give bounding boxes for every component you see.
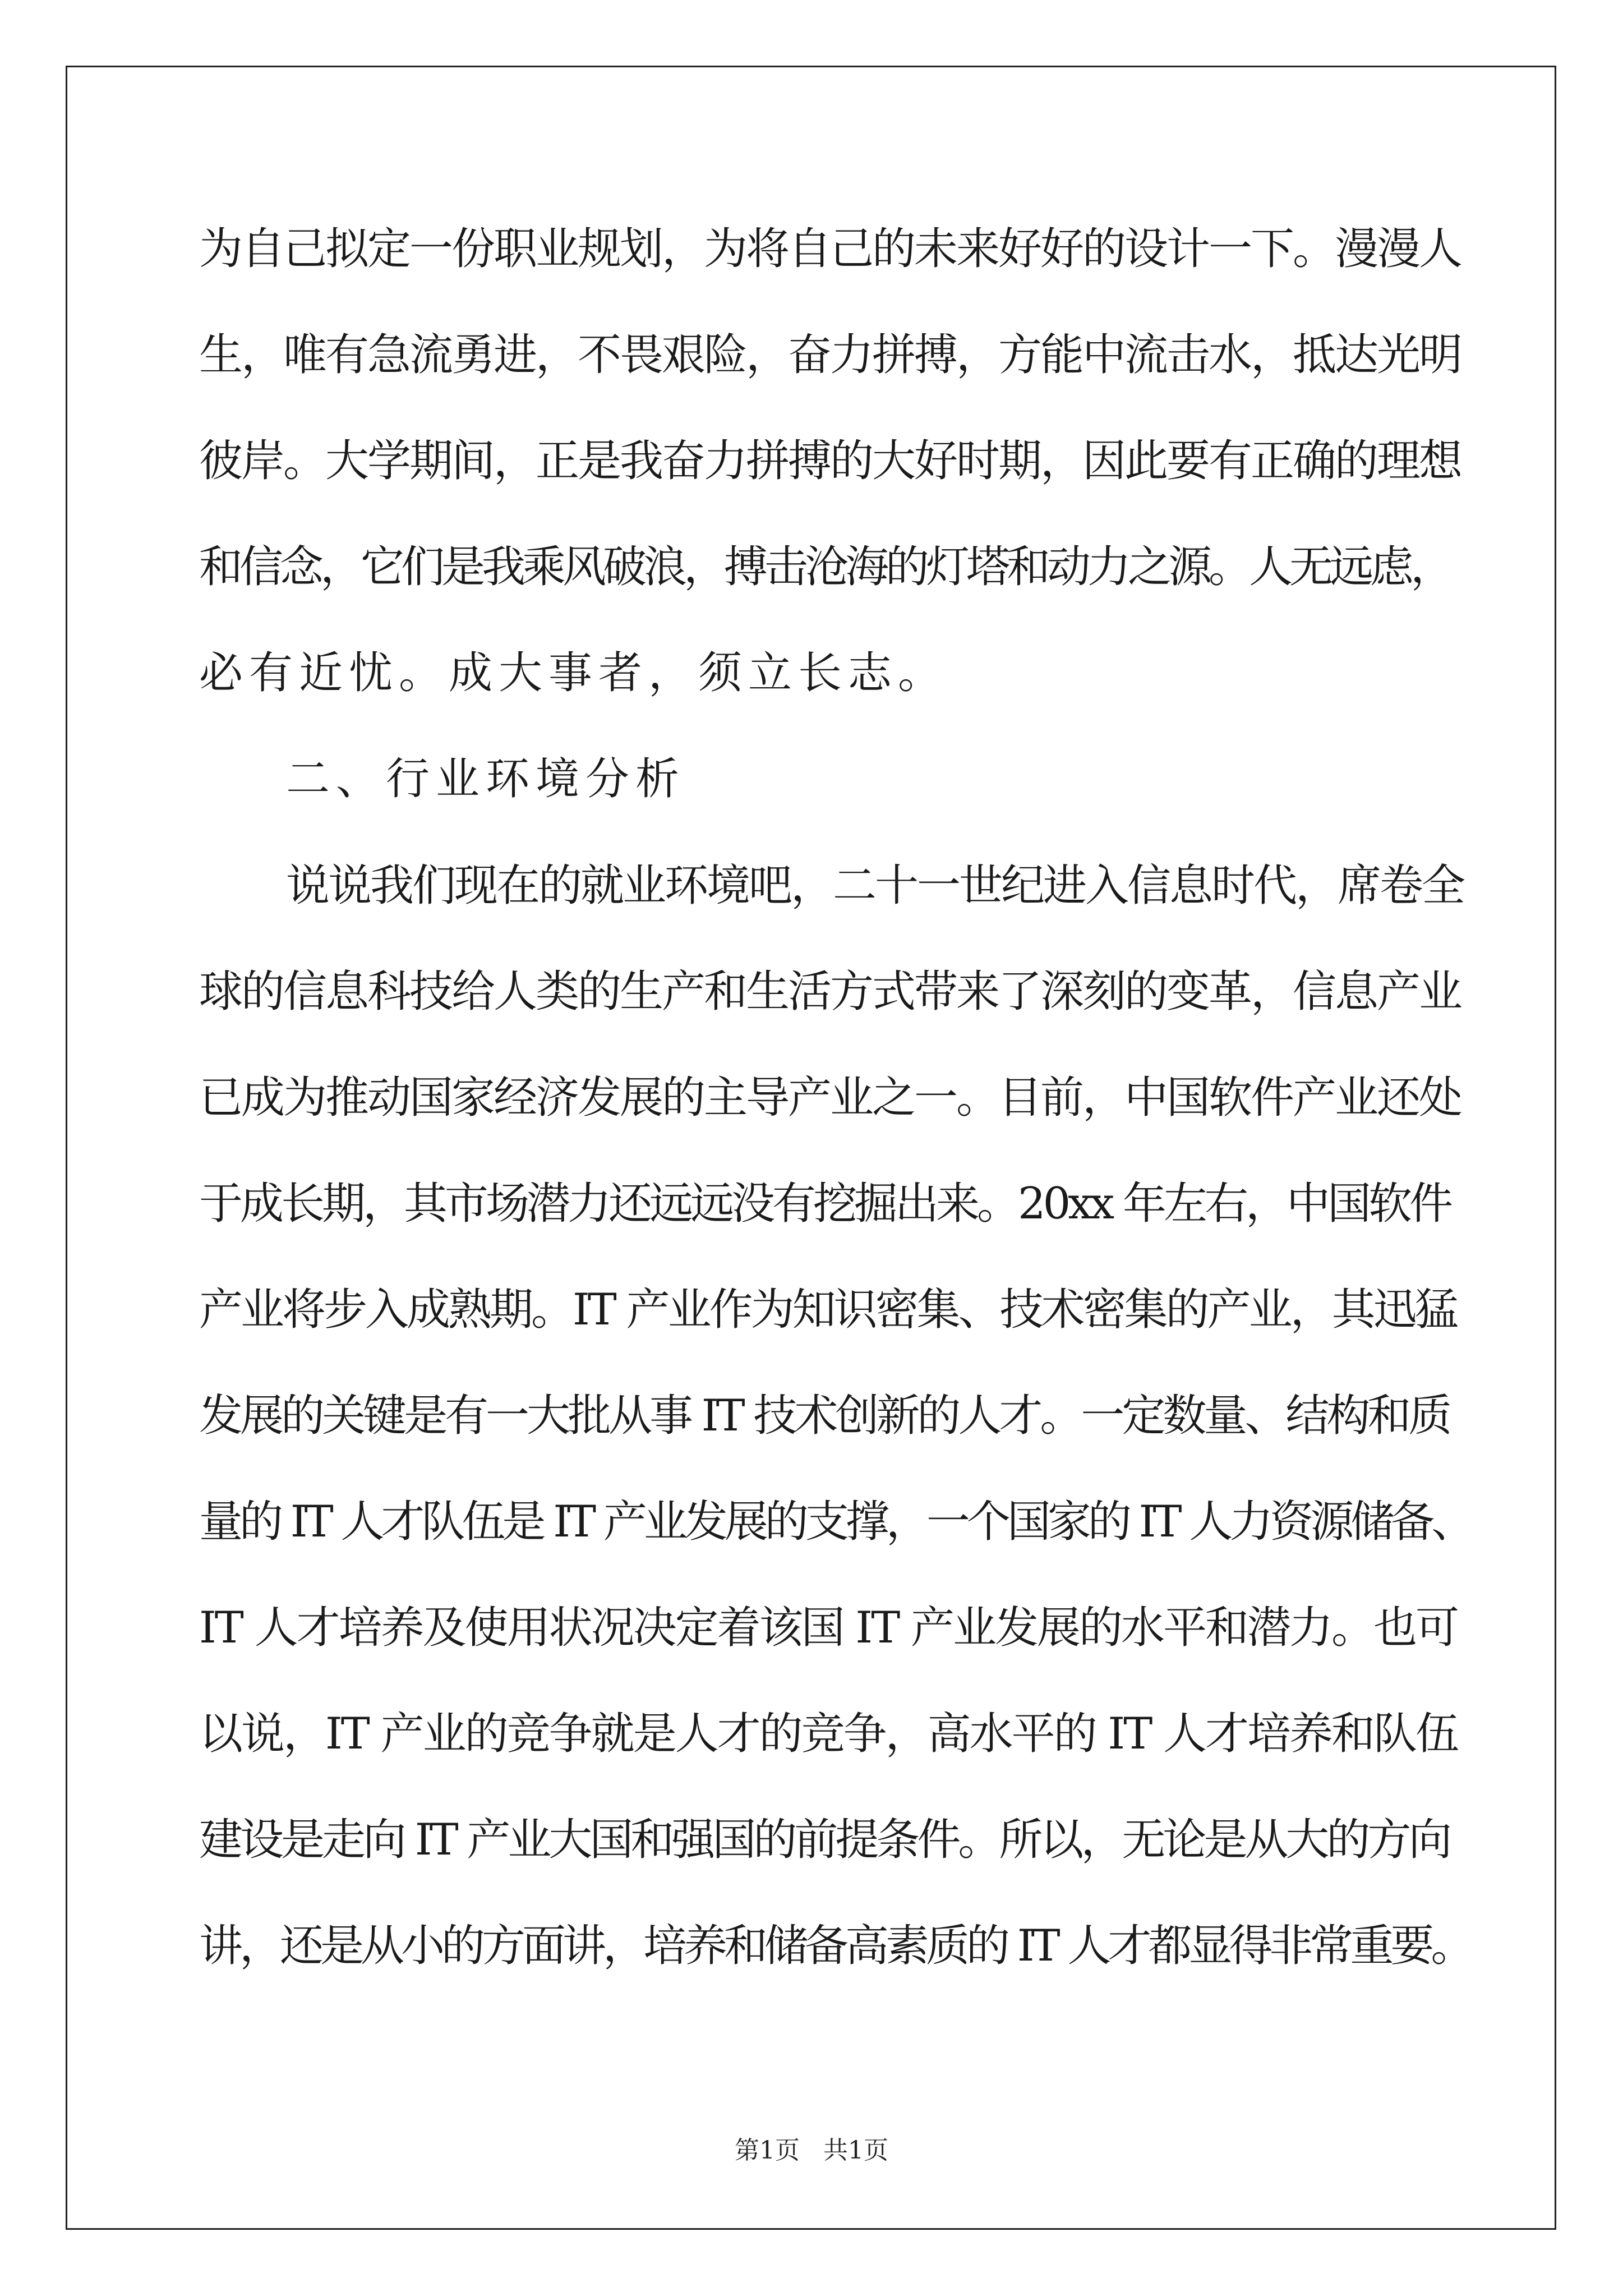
- paragraph-intro-line-2: 生，唯有急流勇进，不畏艰险，奋力拼搏，方能中流击水，抵达光明: [199, 330, 1461, 380]
- paragraph-intro-line-4: 和信念，它们是我乘风破浪，搏击沧海的灯塔和动力之源。人无远虑，: [199, 542, 1451, 592]
- page-footer: 第1页 共1页: [735, 2136, 888, 2165]
- page-border: [66, 66, 1556, 2230]
- paragraph-industry-line-3: 已成为推动国家经济发展的主导产业之一。目前，中国软件产业还处: [199, 1073, 1461, 1123]
- paragraph-intro-line-3: 彼岸。大学期间，正是我奋力拼搏的大好时期，因此要有正确的理想: [199, 436, 1461, 486]
- paragraph-industry-line-2: 球的信息科技给人类的生产和生活方式带来了深刻的变革，信息产业: [199, 967, 1461, 1017]
- section-heading: 二、行业环境分析: [286, 754, 686, 804]
- paragraph-intro-line-5: 必有近忧。成大事者，须立长志。: [199, 648, 948, 698]
- paragraph-industry-line-5: 产业将步入成熟期。IT 产业作为知识密集、技术密集的产业，其迅猛: [199, 1285, 1456, 1335]
- paragraph-industry-line-1: 说说我们现在的就业环境吧，二十一世纪进入信息时代，席卷全: [286, 861, 1464, 911]
- paragraph-industry-line-9: 以说，IT 产业的竞争就是人才的竞争，高水平的 IT 人才培养和队伍: [199, 1709, 1458, 1759]
- paragraph-industry-line-4: 于成长期，其市场潜力还远远没有挖掘出来。20xx 年左右，中国软件: [199, 1179, 1451, 1229]
- paragraph-industry-line-7: 量的 IT 人才队伍是 IT 产业发展的支撑，一个国家的 IT 人力资源储备、: [199, 1497, 1472, 1547]
- paragraph-industry-line-10: 建设是走向 IT 产业大国和强国的前提条件。所以，无论是从大的方向: [199, 1815, 1450, 1865]
- paragraph-industry-line-6: 发展的关键是有一大批从事 IT 技术创新的人才。一定数量、结构和质: [199, 1391, 1450, 1441]
- paragraph-industry-line-11: 讲，还是从小的方面讲，培养和储备高素质的 IT 人才都显得非常重要。: [199, 1921, 1472, 1971]
- paragraph-intro-line-1: 为自己拟定一份职业规划，为将自己的未来好好的设计一下。漫漫人: [199, 224, 1461, 274]
- paragraph-industry-line-8: IT 人才培养及使用状况决定着该国 IT 产业发展的水平和潜力。也可: [199, 1603, 1458, 1653]
